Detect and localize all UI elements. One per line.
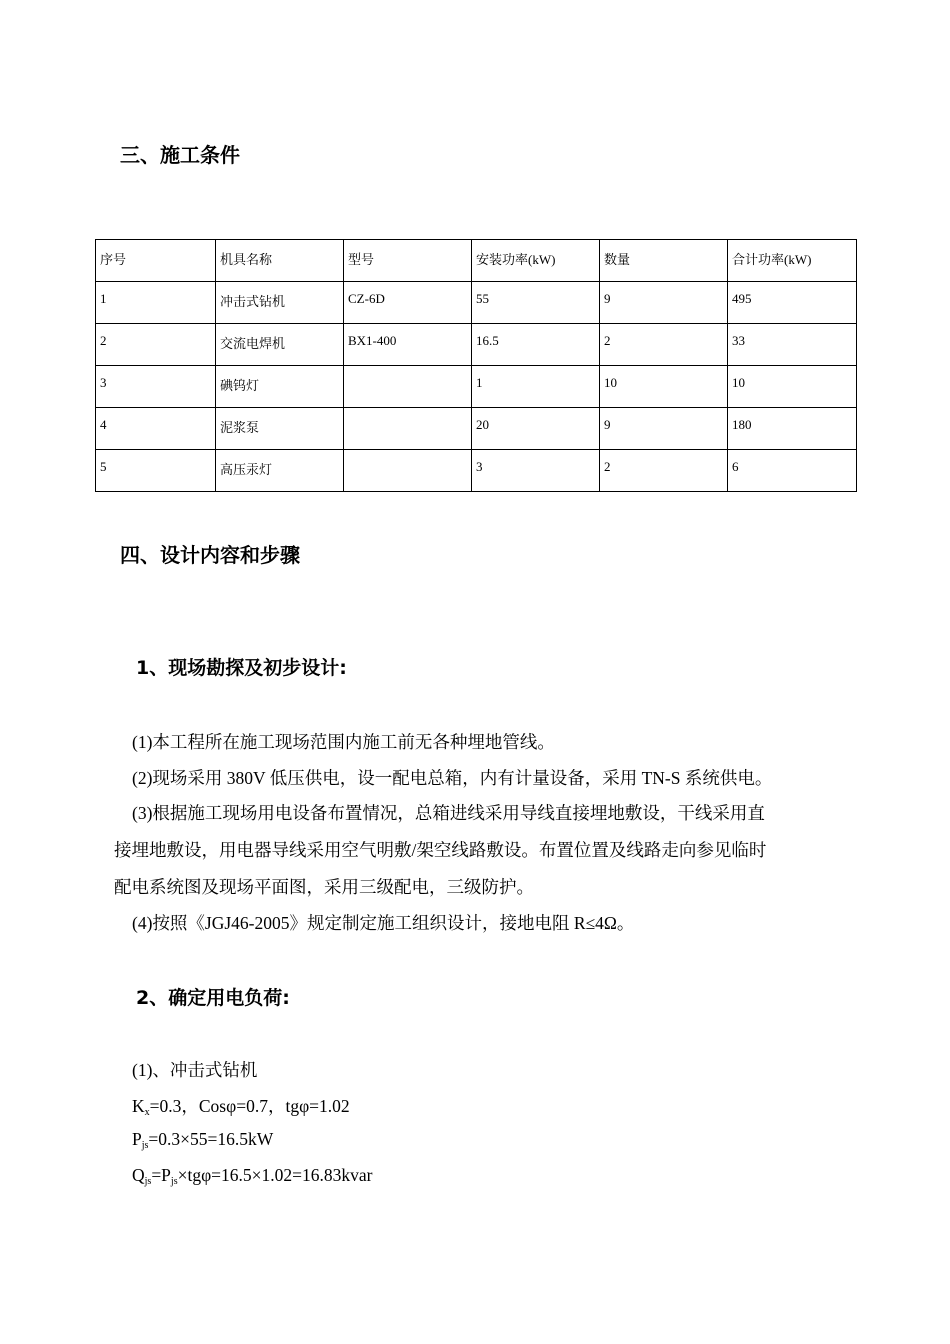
table-cell: CZ-6D bbox=[344, 282, 472, 324]
table-row bbox=[96, 408, 857, 450]
table-cell: 2 bbox=[600, 324, 728, 366]
table-cell: 180 bbox=[728, 408, 857, 450]
table-cell: 9 bbox=[600, 408, 728, 450]
table-cell: 4 bbox=[96, 408, 216, 450]
qjs-formula bbox=[132, 1165, 373, 1186]
table-cell: 泥浆泵 bbox=[216, 408, 344, 450]
table-cell: 6 bbox=[728, 450, 857, 492]
qjs-subscript: js bbox=[144, 1176, 152, 1187]
table-cell: 495 bbox=[728, 282, 857, 324]
table-cell bbox=[344, 366, 472, 408]
table-header-cell: 机具名称 bbox=[216, 240, 344, 282]
table-cell bbox=[344, 408, 472, 450]
table-cell: 交流电焊机 bbox=[216, 324, 344, 366]
qjs-values: ×tgφ=16.5×1.02=16.83kvar bbox=[177, 1165, 373, 1185]
table-cell: 1 bbox=[96, 282, 216, 324]
table-cell: 5 bbox=[96, 450, 216, 492]
equipment-table bbox=[95, 239, 857, 492]
table-cell: 3 bbox=[472, 450, 600, 492]
table-header-cell: 安装功率(kW) bbox=[472, 240, 600, 282]
table-cell: BX1-400 bbox=[344, 324, 472, 366]
pjs-values: =0.3×55=16.5kW bbox=[148, 1129, 274, 1149]
equipment-table-body bbox=[96, 240, 857, 492]
table-cell: 碘钨灯 bbox=[216, 366, 344, 408]
table-cell: 9 bbox=[600, 282, 728, 324]
table-cell bbox=[344, 450, 472, 492]
table-row bbox=[96, 366, 857, 408]
pjs-formula bbox=[132, 1129, 273, 1150]
table-cell: 20 bbox=[472, 408, 600, 450]
section-3-heading: 三、施工条件 bbox=[120, 143, 240, 167]
table-row bbox=[96, 450, 857, 492]
section-4-heading: 四、设计内容和步骤 bbox=[120, 543, 300, 567]
table-cell: 33 bbox=[728, 324, 857, 366]
subsection-1-heading: 1、现场勘探及初步设计: bbox=[136, 657, 347, 679]
table-cell: 冲击式钻机 bbox=[216, 282, 344, 324]
table-header-cell: 序号 bbox=[96, 240, 216, 282]
paragraph-3-line-3: 配电系统图及现场平面图，采用三级配电，三级防护。 bbox=[114, 877, 534, 897]
kx-subscript: x bbox=[144, 1107, 150, 1118]
table-cell: 高压汞灯 bbox=[216, 450, 344, 492]
table-cell: 2 bbox=[600, 450, 728, 492]
kx-values: =0.3，Cosφ=0.7，tgφ=1.02 bbox=[149, 1096, 350, 1116]
table-header-cell: 合计功率(kW) bbox=[728, 240, 857, 282]
table-row bbox=[96, 324, 857, 366]
pjs-symbol: P bbox=[132, 1129, 142, 1149]
paragraph-4: (4)按照《JGJ46-2005》规定制定施工组织设计，接地电阻 R≤4Ω。 bbox=[132, 913, 635, 933]
item-1-heading: (1)、冲击式钻机 bbox=[132, 1060, 258, 1080]
qjs-p-subscript: js bbox=[170, 1176, 178, 1187]
qjs-symbol: Q bbox=[132, 1165, 145, 1185]
table-cell: 3 bbox=[96, 366, 216, 408]
paragraph-1: (1)本工程所在施工现场范围内施工前无各种埋地管线。 bbox=[132, 732, 555, 752]
table-cell: 10 bbox=[600, 366, 728, 408]
paragraph-2: (2)现场采用 380V 低压供电，设一配电总箱，内有计量设备，采用 TN-S 系统供电。 bbox=[132, 768, 773, 788]
qjs-eq-p: =P bbox=[151, 1165, 171, 1185]
table-header-row bbox=[96, 240, 857, 282]
table-cell: 55 bbox=[472, 282, 600, 324]
pjs-subscript: js bbox=[141, 1140, 149, 1151]
paragraph-3-line-1: (3)根据施工现场用电设备布置情况，总箱进线采用导线直接埋地敷设，干线采用直 bbox=[132, 803, 765, 823]
table-cell: 2 bbox=[96, 324, 216, 366]
table-header-cell: 型号 bbox=[344, 240, 472, 282]
subsection-2-heading: 2、确定用电负荷: bbox=[136, 987, 290, 1009]
kx-formula bbox=[132, 1093, 350, 1118]
table-cell: 1 bbox=[472, 366, 600, 408]
table-cell: 16.5 bbox=[472, 324, 600, 366]
paragraph-3-line-2: 接埋地敷设，用电器导线采用空气明敷/架空线路敷设。布置位置及线路走向参见临时 bbox=[114, 840, 767, 860]
table-header-cell: 数量 bbox=[600, 240, 728, 282]
kx-symbol: K bbox=[132, 1096, 145, 1116]
table-cell: 10 bbox=[728, 366, 857, 408]
table-row bbox=[96, 282, 857, 324]
